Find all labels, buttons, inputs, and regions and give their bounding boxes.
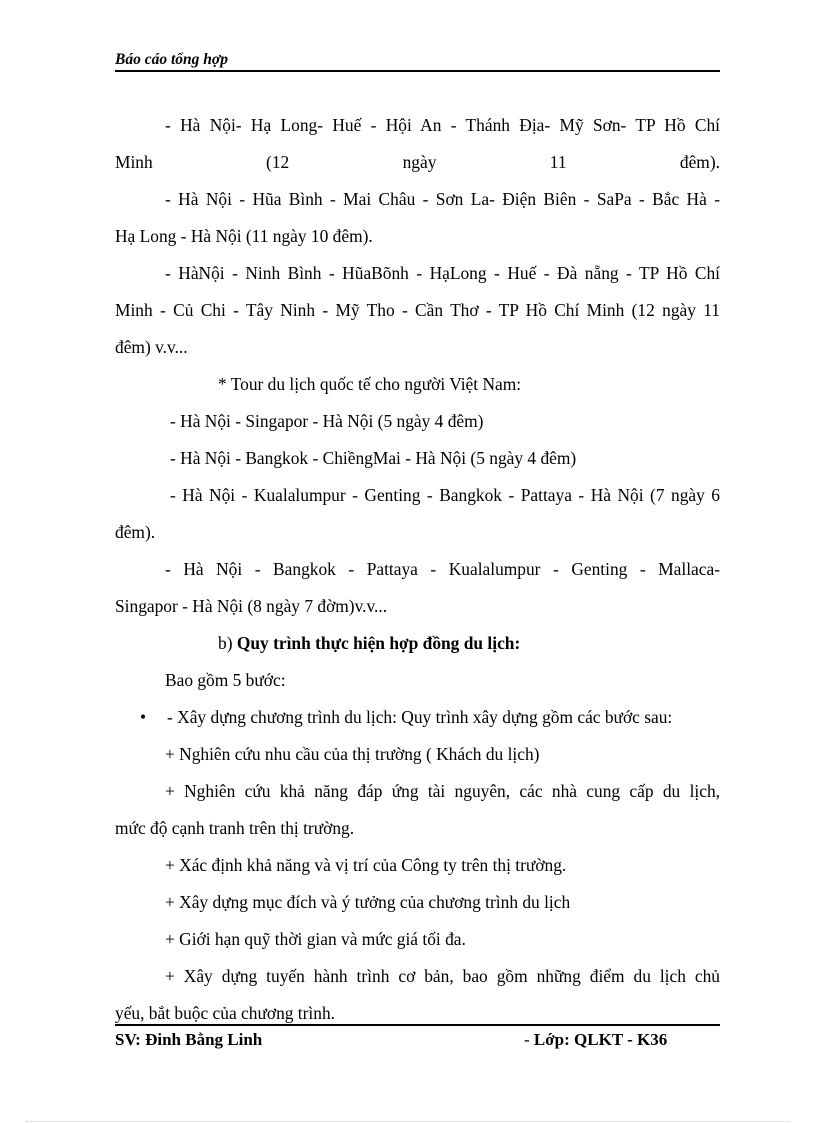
route-line: - Hà Nội - Bangkok - ChiềngMai - Hà Nội (5 ngày 4 đêm) xyxy=(170,448,577,468)
section-b-prefix: b) xyxy=(218,633,237,653)
footer-class-label: Lớp: QLKT - K36 xyxy=(533,1030,668,1049)
route-word: đêm). xyxy=(679,152,720,172)
route-line: Hạ Long - Hà Nội (11 ngày 10 đêm). xyxy=(115,226,373,246)
route-line: Singapor - Hà Nội (8 ngày 7 đờm)v.v... xyxy=(115,596,388,616)
step-line: + Nghiên cứu khả năng đáp ứng tài nguyên, các nhà cung cấp du lịch, xyxy=(165,781,720,801)
header-rule xyxy=(115,70,720,72)
footer-student-name: SV: Đinh Bằng Linh xyxy=(115,1030,263,1049)
step-line: yếu, bắt buộc của chương trình. xyxy=(115,1003,335,1023)
footer-rule xyxy=(115,1024,720,1026)
bullet-item xyxy=(115,699,720,736)
bullet-icon: • xyxy=(140,707,147,727)
route-line: Minh - Củ Chi - Tây Ninh - Mỹ Tho - Cần Thơ - TP Hồ Chí Minh (12 ngày 11 xyxy=(115,300,720,320)
section-b-title: Quy trình thực hiện hợp đồng du lịch: xyxy=(236,633,521,653)
step-line: mức độ cạnh tranh trên thị trường. xyxy=(115,818,355,838)
section-b-heading xyxy=(115,625,720,662)
bullet-text: - Xây dựng chương trình du lịch: Quy trình xây dựng gồm các bước sau: xyxy=(167,707,673,727)
route-word: ngày xyxy=(402,152,437,172)
route-line-spread xyxy=(115,144,720,181)
route-line: - Hà Nội - Kualalumpur - Genting - Bangkok - Pattaya - Hà Nội (7 ngày 6 xyxy=(170,485,720,505)
route-word: 11 xyxy=(549,152,567,172)
route-line: - Hà Nội- Hạ Long- Huế - Hội An - Thánh Địa- Mỹ Sơn- TP Hồ Chí xyxy=(165,115,720,135)
route-line: đêm) v.v... xyxy=(115,337,188,357)
international-tour-heading: * Tour du lịch quốc tế cho người Việt Nam: xyxy=(218,374,522,394)
step-line: + Giới hạn quỹ thời gian và mức giá tối đa. xyxy=(165,929,466,949)
step-line: + Xây dựng tuyến hành trình cơ bản, bao gồm những điểm du lịch chủ xyxy=(165,966,720,986)
route-line: - HàNội - Ninh Bình - HũaBõnh - HạLong - Huế - Đà nẵng - TP Hồ Chí xyxy=(165,263,720,283)
document-body xyxy=(115,107,720,1032)
page-edge xyxy=(26,1121,790,1122)
footer-class xyxy=(524,1030,667,1050)
page-header-title: Báo cáo tổng hợp xyxy=(115,51,228,68)
section-b-intro: Bao gồm 5 bước: xyxy=(165,670,286,690)
route-word: (12 xyxy=(266,152,290,172)
route-line: - Hà Nội - Singapor - Hà Nội (5 ngày 4 đêm) xyxy=(170,411,484,431)
step-line: + Nghiên cứu nhu cầu của thị trường ( Khách du lịch) xyxy=(165,744,540,764)
step-line: + Xây dựng mục đích và ý tưởng của chương trình du lịch xyxy=(165,892,571,912)
step-line: + Xác định khả năng và vị trí của Công ty trên thị trường. xyxy=(165,855,567,875)
route-line: - Hà Nội - Hũa Bình - Mai Châu - Sơn La- Điện Biên - SaPa - Bắc Hà - xyxy=(165,189,720,209)
route-word: Minh xyxy=(115,152,153,172)
route-line: - Hà Nội - Bangkok - Pattaya - Kualalumpur - Genting - Mallaca- xyxy=(165,559,720,579)
route-line: đêm). xyxy=(115,522,156,542)
footer-class-dash: - xyxy=(524,1030,534,1049)
